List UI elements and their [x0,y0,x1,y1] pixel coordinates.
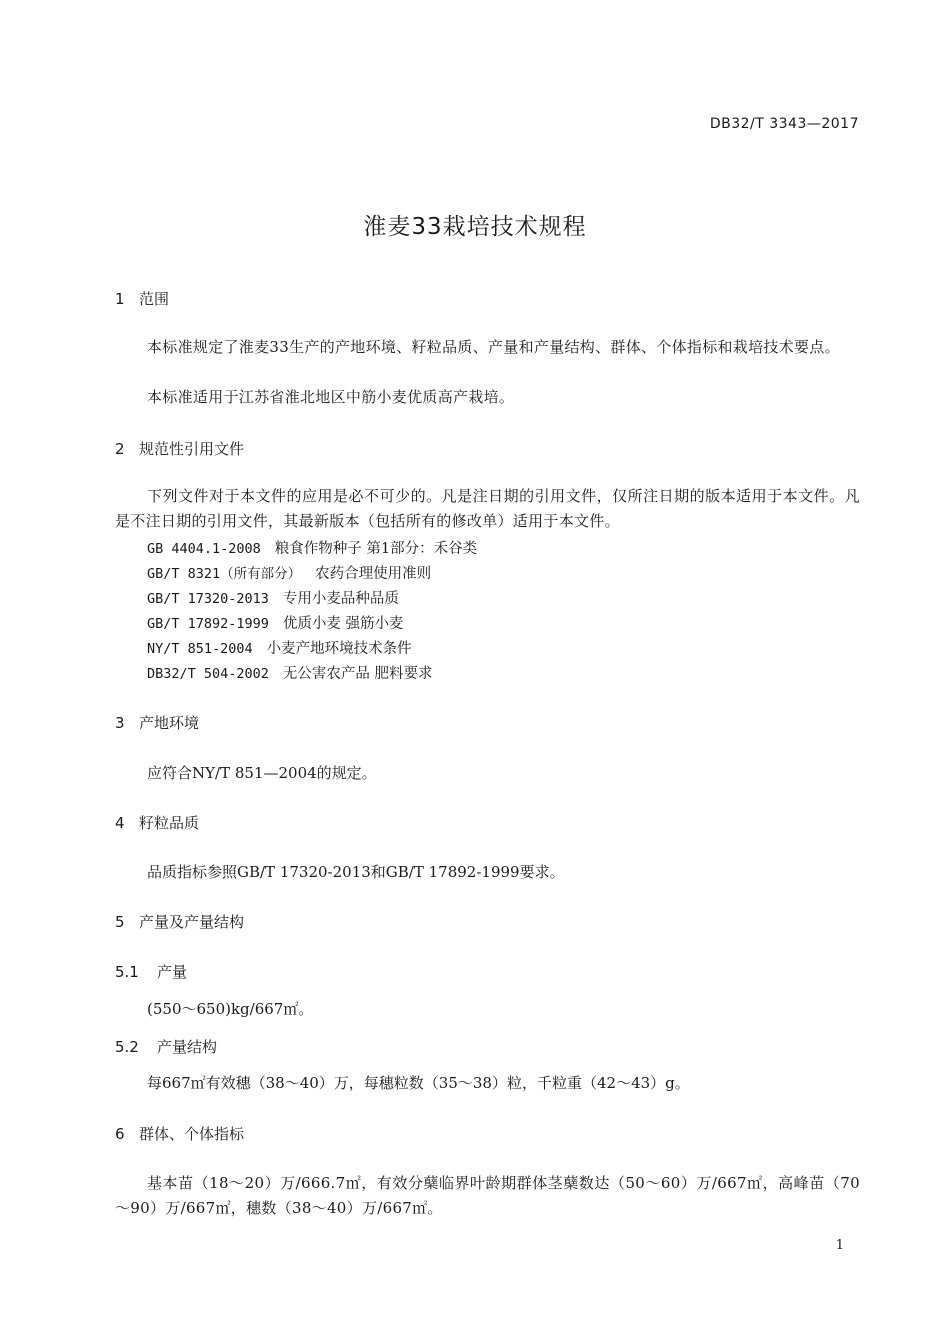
reference-title: 专用小麦品种品质 [282,591,399,607]
reference-code: NY/T 851-2004 [147,641,253,657]
section-6-paragraph-1: 基本苗（18～20）万/666.7㎡，有效分蘖临界叶龄期群体茎蘖数达（50～60）万/667㎡，高峰苗（70～90）万/667㎡，穗数（38～40）万/667㎡。 [115,1174,860,1217]
section-title: 规范性引用文件 [139,440,245,458]
section-4-paragraph-1: 品质指标参照GB/T 17320-2013和GB/T 17892-1999要求。 [147,863,565,881]
reference-title: 小麦产地环境技术条件 [266,641,412,657]
subsection-5-1-heading [115,961,187,982]
subsection-title: 产量 [157,963,188,981]
reference-title: 优质小麦 强筋小麦 [282,616,404,632]
reference-code: DB32/T 504-2002 [147,666,269,682]
section-title: 范围 [139,290,170,308]
section-number: 3 [115,714,125,732]
reference-code: GB/T 8321（所有部分） [147,566,302,582]
subsection-number: 5.1 [115,963,139,981]
section-1-heading [115,288,169,309]
section-3-paragraph-1: 应符合NY/T 851—2004的规定。 [147,764,377,782]
reference-title: 无公害农产品 肥料要求 [282,666,433,682]
section-3-heading [115,712,199,733]
section-number: 2 [115,440,125,458]
subsection-number: 5.2 [115,1038,139,1056]
section-number: 6 [115,1125,125,1143]
section-title: 籽粒品质 [139,814,200,832]
subsection-title: 产量结构 [157,1038,218,1056]
section-6-heading [115,1123,244,1144]
section-title: 群体、个体指标 [139,1125,245,1143]
reference-item [147,562,431,583]
reference-code: GB/T 17320-2013 [147,591,269,607]
section-number: 5 [115,913,125,931]
reference-title: 农药合理使用准则 [315,566,432,582]
section-4-heading [115,812,199,833]
section-title: 产地环境 [139,714,200,732]
reference-item [147,537,477,558]
reference-item [147,612,404,633]
section-number: 1 [115,290,125,308]
page-number: 1 [835,1238,844,1253]
section-2-paragraph-1: 下列文件对于本文件的应用是必不可少的。凡是注日期的引用文件，仅所注日期的版本适用于本文件。凡是不注日期的引用文件，其最新版本（包括所有的修改单）适用于本文件。 [115,487,860,530]
section-2-heading [115,438,244,459]
section-5-heading [115,911,244,932]
standard-code: DB32/T 3343—2017 [709,116,859,132]
reference-item [147,662,433,683]
subsection-5-2-paragraph: 每667㎡有效穗（38～40）万，每穗粒数（35～38）粒，千粒重（42～43）g。 [147,1074,690,1092]
section-1-paragraph-2: 本标准适用于江苏省淮北地区中筋小麦优质高产栽培。 [147,388,515,406]
reference-item [147,587,399,608]
reference-code: GB 4404.1-2008 [147,541,261,557]
section-1-paragraph-1: 本标准规定了淮麦33生产的产地环境、籽粒品质、产量和产量结构、群体、个体指标和栽培技术要点。 [147,338,840,356]
subsection-5-2-heading [115,1036,217,1057]
reference-code: GB/T 17892-1999 [147,616,269,632]
reference-title: 粮食作物种子 第1部分：禾谷类 [274,541,478,557]
subsection-5-1-paragraph: (550～650)kg/667㎡。 [147,1000,314,1018]
section-title: 产量及产量结构 [139,913,245,931]
document-title: 淮麦33栽培技术规程 [363,214,587,240]
reference-item [147,637,412,658]
section-number: 4 [115,814,125,832]
